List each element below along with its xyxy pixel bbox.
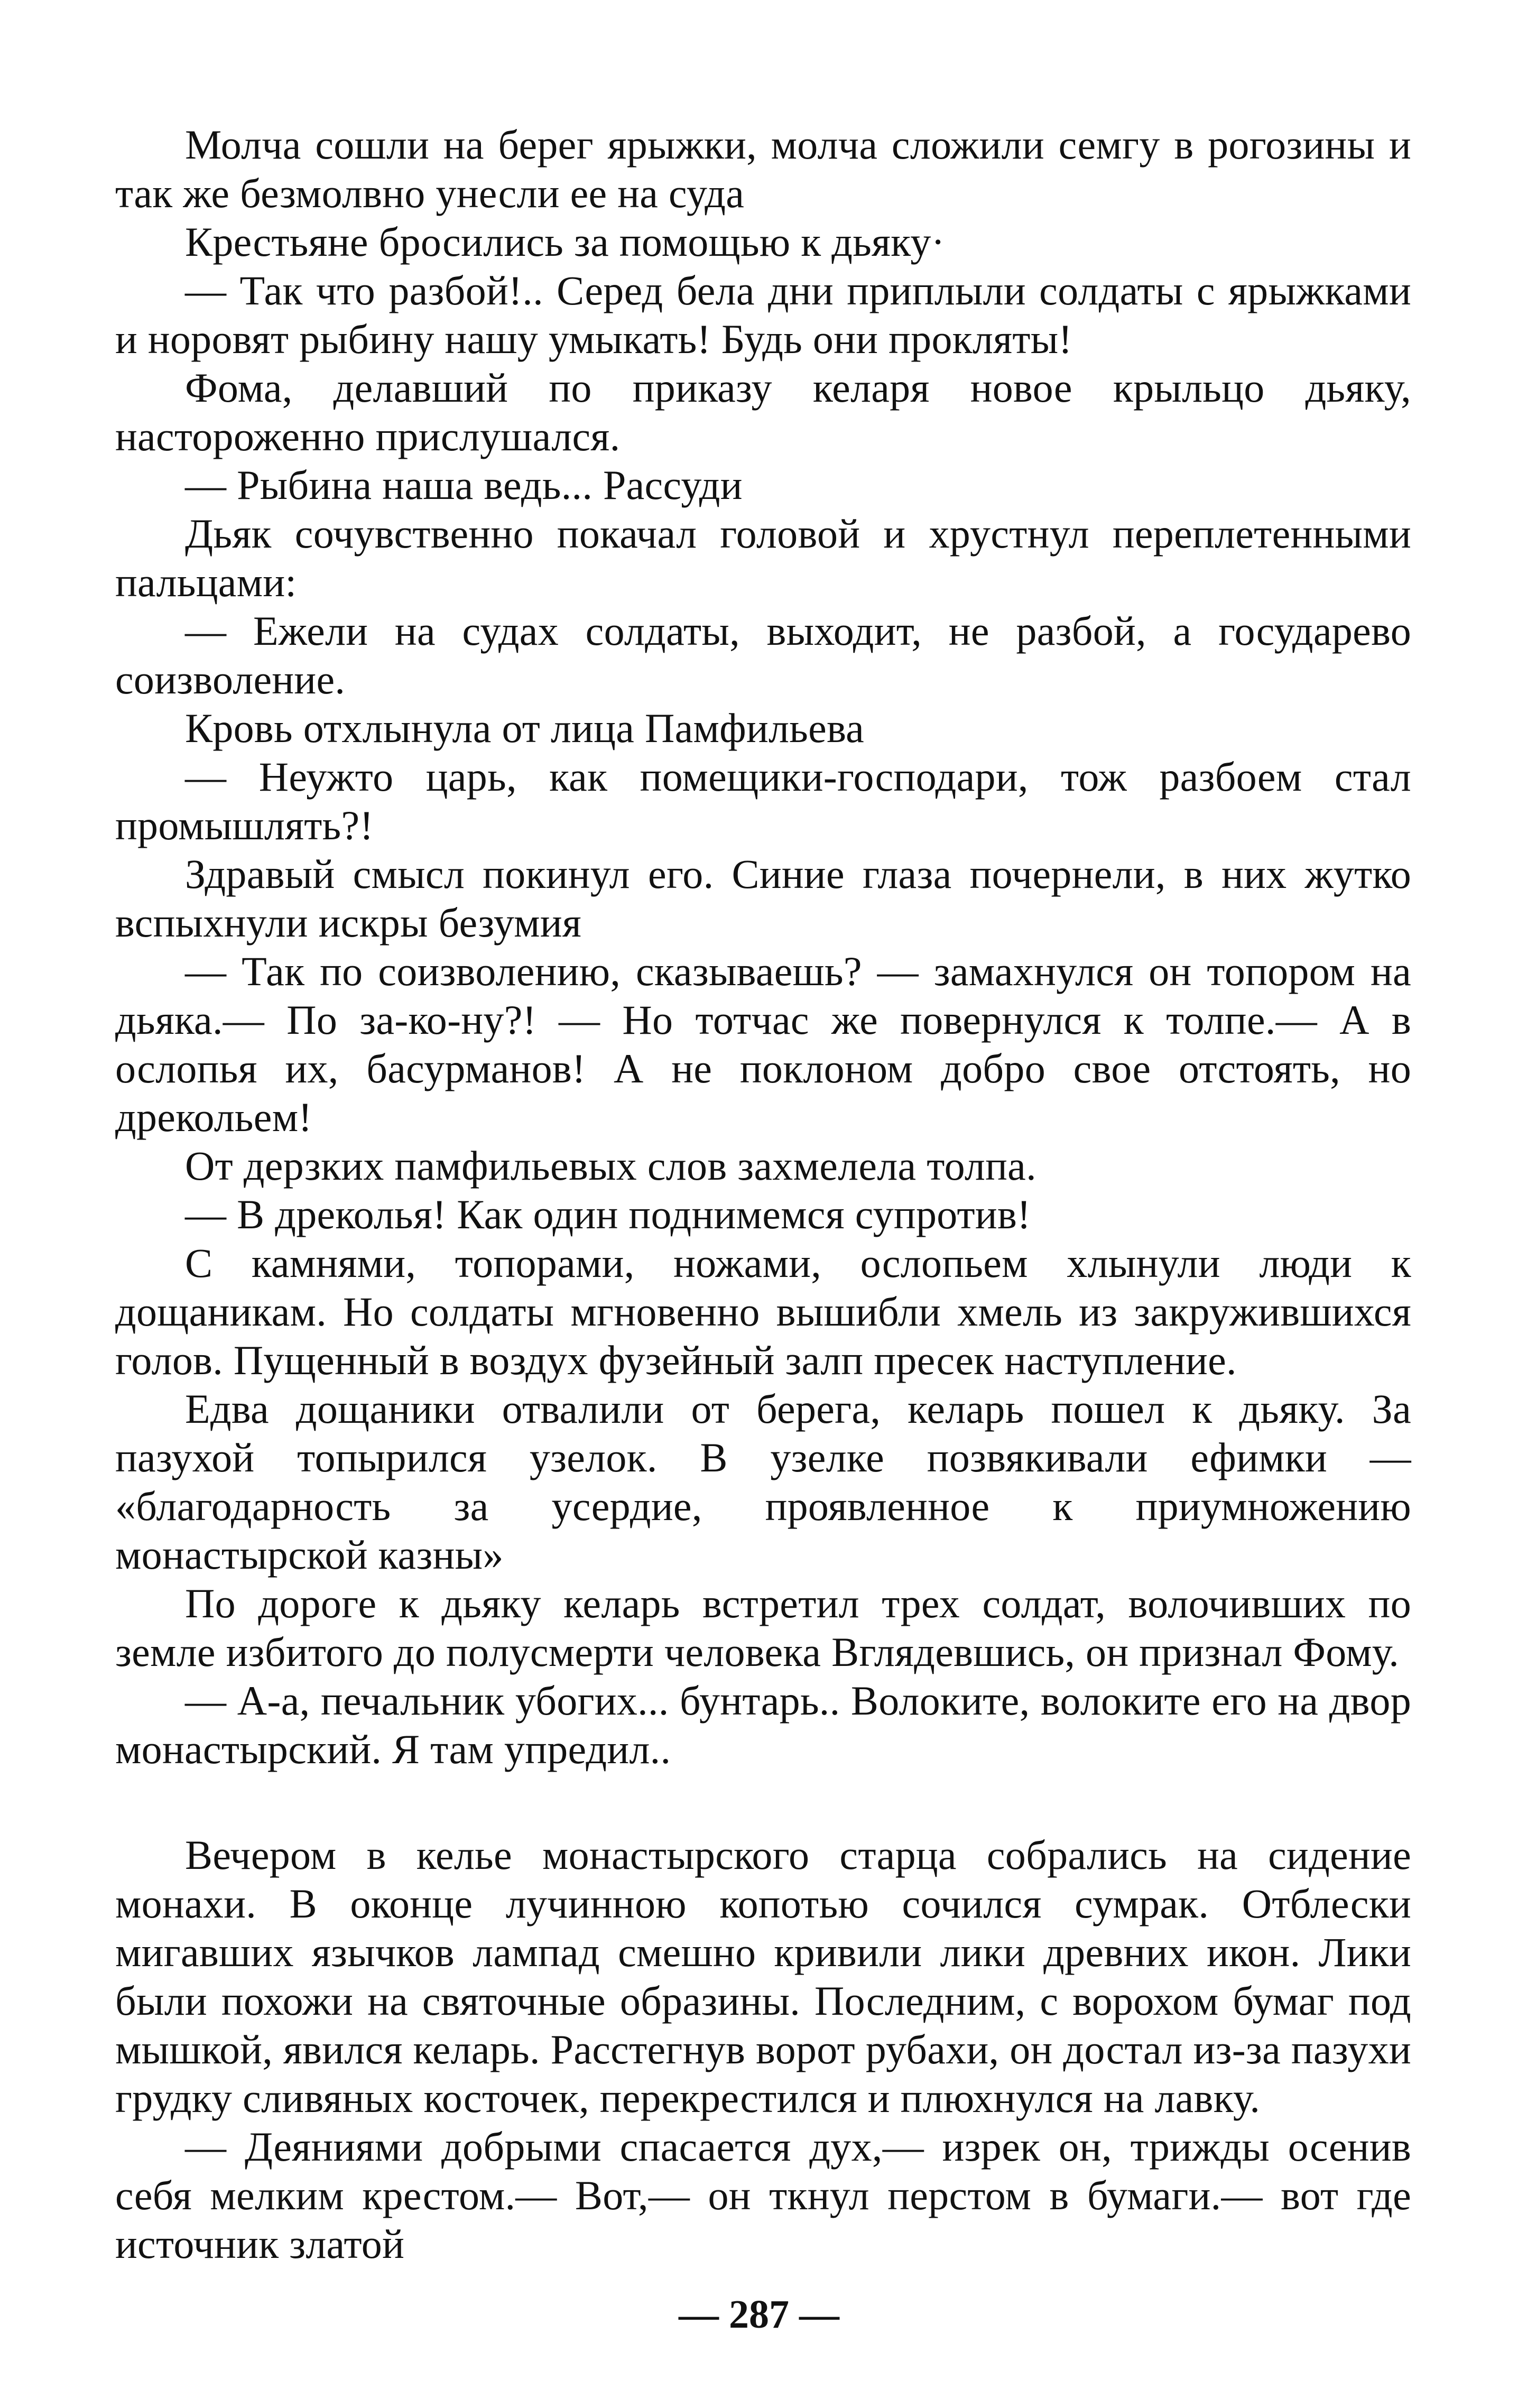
paragraph: Дьяк сочувственно покачал головой и хрустнул переплетенными пальцами:	[115, 511, 1411, 605]
paragraph: Едва дощаники отвалили от берега, келарь пошел к дьяку. За пазухой топырился узелок. В узелке позвякивали ефимки — «благодарность за усердие, проявленное к приумножению монастырской казны»	[115, 1386, 1411, 1578]
paragraph: Крестьяне бросились за помощью к дьяку·	[185, 219, 945, 265]
paragraph: С камнями, топорами, ножами, ослопьем хлынули люди к дощаникам. Но солдаты мгновенно вышибли хмель из закружившихся голов. Пущенный в воздух фузейный залп пресек наступление.	[115, 1240, 1411, 1383]
page-number: — 287 —	[679, 2292, 839, 2337]
paragraph: От дерзких памфильевых слов захмелела толпа.	[185, 1143, 1036, 1189]
paragraph: — Так что разбой!.. Серед бела дни приплыли солдаты с ярыжками и норовят рыбину нашу умыкать! Будь они прокляты!	[115, 267, 1411, 362]
main-text	[115, 121, 1411, 2268]
paragraph: Фома, делавший по приказу келаря новое крыльцо дьяку, настороженно прислушался.	[115, 365, 1411, 459]
paragraph: — Так по соизволению, сказываешь? — замахнулся он топором на дьяка.— По за-ко-ну?! — Но тотчас же повернулся к толпе.— А в ослопья их, басурманов! А не поклоном добро свое отстоять, но дрекольем!	[115, 948, 1411, 1140]
paragraph: По дороге к дьяку келарь встретил трех солдат, волочивших по земле избитого до полусмерти человека Вглядевшись, он признал Фому.	[115, 1580, 1411, 1675]
paragraph: — В дреколья! Как один поднимемся супротив!	[185, 1191, 1031, 1237]
paragraph: — А-а, печальник убогих... бунтарь.. Волоките, волоките его на двор монастырский. Я там упредил..	[115, 1678, 1411, 1772]
paragraph: — Рыбина наша ведь... Рассуди	[185, 462, 743, 508]
paragraph: Кровь отхлынула от лица Памфильева	[185, 705, 865, 751]
paragraph: Здравый смысл покинул его. Синие глаза почернели, в них жутко вспыхнули искры безумия	[115, 851, 1411, 946]
paragraph: Молча сошли на берег ярыжки, молча сложили семгу в рогозины и так же безмолвно унесли ее на суда	[115, 122, 1411, 216]
paragraph: — Неужто царь, как помещики-господари, тож разбоем стал промышлять?!	[115, 754, 1411, 848]
paragraph: Вечером в келье монастырского старца собрались на сидение монахи. В оконце лучинною копотью сочился сумрак. Отблески мигавших язычков лампад смешно кривили лики древних икон. Лики были похожи на святочные образины. Последним, с ворохом бумаг под мышкой, явился келарь. Расстегнув ворот рубахи, он достал из-за пазухи грудку сливяных косточек, перекрестился и плюхнулся на лавку.	[115, 1832, 1411, 2121]
paragraph: — Деяниями добрыми спасается дух,— изрек он, трижды осенив себя мелким крестом.— Вот,— он ткнул перстом в бумаги.— вот где источник златой	[115, 2124, 1411, 2267]
section-break	[115, 1774, 1411, 1831]
paragraph: — Ежели на судах солдаты, выходит, не разбой, а государево соизволение.	[115, 608, 1411, 702]
